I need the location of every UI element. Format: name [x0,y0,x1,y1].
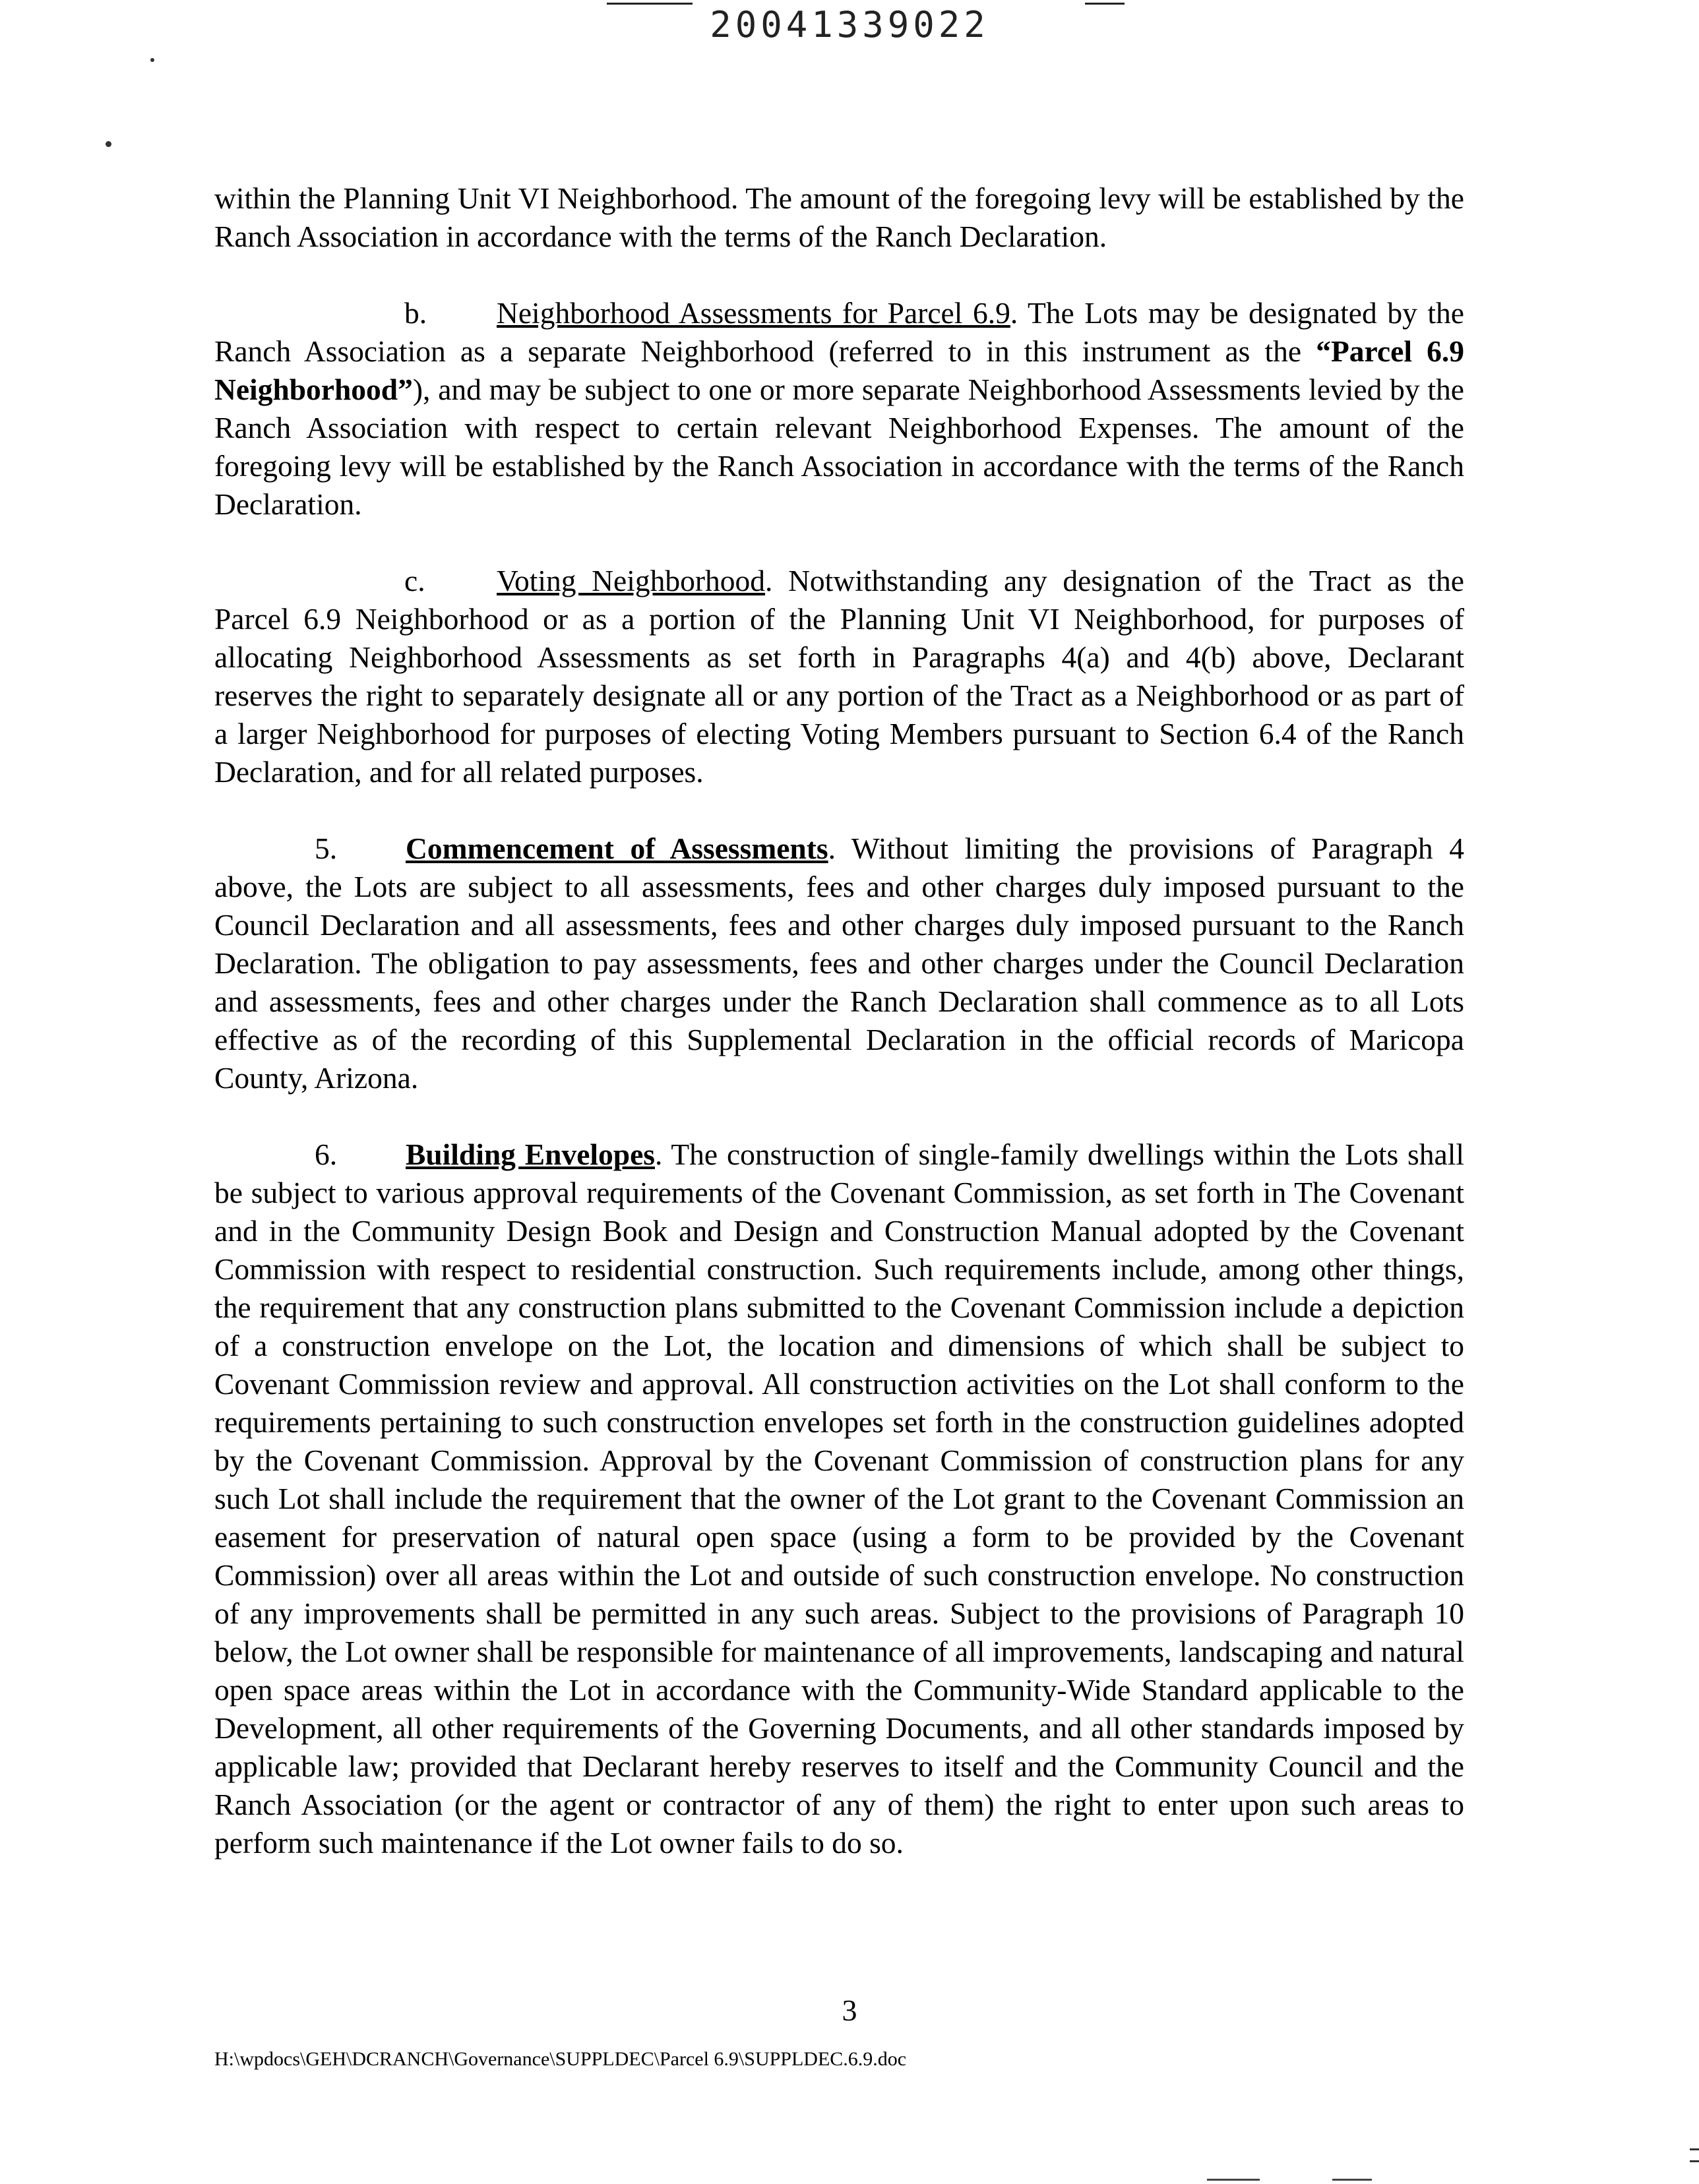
paragraph-6-label: 6. [315,1138,338,1171]
paragraph-4b [214,294,1464,524]
paragraph-6-heading: Building Envelopes [406,1138,655,1171]
scan-edge-tick [1690,2160,1699,2162]
paragraph-4b-text-1: . The Lots may be designated by the Ranch Association as a separate Neighborhood (referred to in this instrument as the [214,296,1464,368]
paragraph-4c-label: c. [404,564,425,597]
document-body [214,179,1464,1900]
paragraph-4b-heading: Neighborhood Assessments for Parcel 6.9 [497,296,1010,330]
continuation-text: within the Planning Unit VI Neighborhood. The amount of the foregoing levy will be established by the Ranch Association in accordance with the terms of the Ranch Declaration. [214,181,1464,253]
paragraph-4c [214,562,1464,791]
scan-speck [150,58,154,62]
scan-edge-tick [1690,2148,1699,2150]
paragraph-4b-label: b. [404,296,427,330]
paragraph-4c-heading: Voting Neighborhood [497,564,766,597]
paragraph-6 [214,1136,1464,1862]
footer-file-path: H:\wpdocs\GEH\DCRANCH\Governance\SUPPLDEC\Parcel 6.9\SUPPLDEC.6.9.doc [214,2048,907,2070]
paragraph-5-text: . Without limiting the provisions of Paragraph 4 above, the Lots are subject to all assessments, fees and other charges duly imposed pursuant to the Council Declaration and all assessments, fees and other charges duly imposed pursuant to the Ranch Declaration. The obligation to pay assessments, fees and other charges under the Council Declaration and assessments, fees and other charges under the Ranch Declaration shall commence as to all Lots effective as of the recording of this Supplemental Declaration in the official records of Maricopa County, Arizona. [214,832,1465,1095]
paragraph-5-heading: Commencement of Assessments [406,832,828,865]
page-number: 3 [842,1993,857,2027]
paragraph-4c-text: . Notwithstanding any designation of the Tract as the Parcel 6.9 Neighborhood or as a portion of the Planning Unit VI Neighborhood, for purposes of allocating Neighborhood Assessments as set forth in Paragraphs 4(a) and 4(b) above, Declarant reserves the right to separately designate all or any portion of the Tract as a Neighborhood or as part of a larger Neighborhood for purposes of electing Voting Members pursuant to Section 6.4 of the Ranch Declaration, and for all related purposes. [214,564,1464,789]
scan-speck [106,141,111,147]
paragraph-continuation [214,179,1464,256]
paragraph-5-label: 5. [315,832,338,865]
scan-mark-bottom [1332,2179,1372,2181]
paragraph-6-text: . The construction of single-family dwellings within the Lots shall be subject to various approval requirements of the Covenant Commission, as set forth in The Covenant and in the Community Design Book and Design and Construction Manual adopted by the Covenant Commission with respect to residential construction. Such requirements include, among other things, the requirement that any construction plans submitted to the Covenant Commission include a depiction of a construction envelope on the Lot, the location and dimensions of which shall be subject to Covenant Commission review and approval. All construction activities on the Lot shall conform to the requirements pertaining to such construction envelopes set forth in the construction guidelines adopted by the Covenant Commission. Approval by the Covenant Commission of construction plans for any such Lot shall include the requirement that the owner of the Lot grant to the Covenant Commission an easement for preservation of natural open space (using a form to be provided by the Covenant Commission) over all areas within the Lot and outside of such construction envelope. No construction of any improvements shall be permitted in any such areas. Subject to the provisions of Paragraph 10 below, the Lot owner shall be responsible for maintenance of all improvements, landscaping and natural open space areas within the Lot in accordance with the Community-Wide Standard applicable to the Development, all other requirements of the Governing Documents, and all other standards imposed by applicable law; provided that Declarant hereby reserves to itself and the Community Council and the Ranch Association (or the agent or contractor of any of them) the right to enter upon such areas to perform such maintenance if the Lot owner fails to do so. [214,1138,1464,1860]
recording-number: 20041339022 [710,4,989,46]
scan-mark-bottom [1207,2179,1260,2181]
paragraph-4b-text-2: ), and may be subject to one or more separate Neighborhood Assessments levied by the Ranch Association with respect to certain relevant Neighborhood Expenses. The amount of the foregoing levy will be established by the Ranch Association in accordance with the terms of the Ranch Declaration. [214,373,1464,521]
parcel-neighborhood-term: “Parcel 6.9 Neighborhood” [214,334,1464,406]
paragraph-5 [214,830,1464,1097]
